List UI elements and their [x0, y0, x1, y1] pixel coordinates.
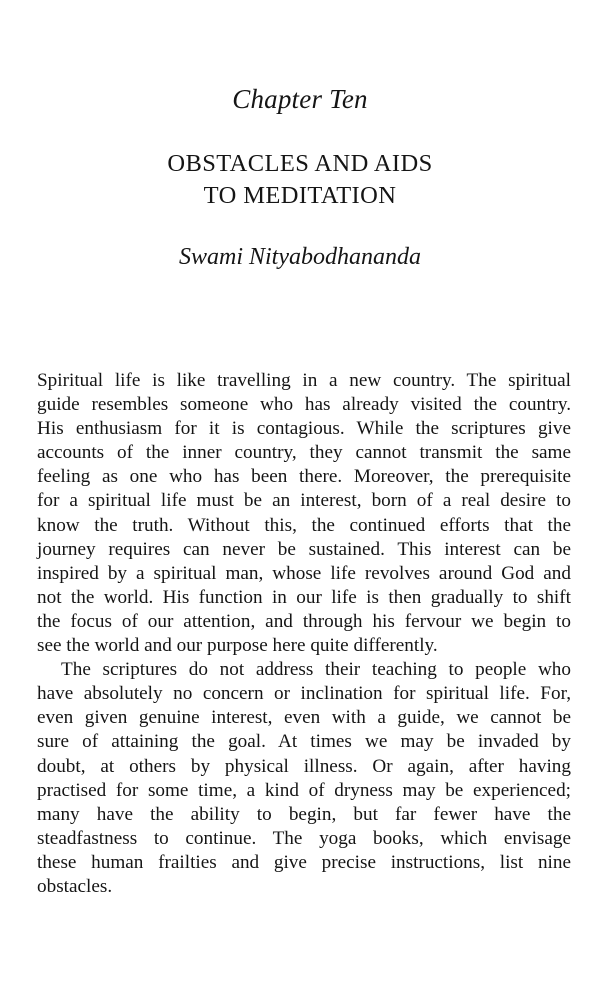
text-line: the focus of our attention, and through his fervour we begin to — [37, 610, 571, 632]
text-line: The scriptures do not address their teaching to people who — [61, 659, 571, 681]
chapter-title-line: OBSTACLES AND AIDS — [167, 150, 433, 177]
text-line: doubt, at others by physical illness. Or again, after having — [37, 755, 571, 777]
chapter-title-line: TO MEDITATION — [203, 182, 397, 209]
chapter-title — [0, 148, 600, 212]
author-name: Swami Nityabodhananda — [178, 244, 421, 270]
text-line: many have the ability to begin, but far fewer have the — [37, 803, 571, 825]
text-line: journey requires can never be sustained. This interest can be — [37, 538, 571, 560]
text-line: not the world. His function in our life is then gradually to shift — [37, 586, 571, 608]
paragraph — [37, 658, 571, 899]
chapter-label: Chapter Ten — [232, 84, 368, 114]
text-line: Spiritual life is like travelling in a new country. The spiritual — [37, 370, 571, 391]
paragraph — [37, 369, 571, 658]
text-line: have absolutely no concern or inclination for spiritual life. For, — [37, 683, 571, 705]
text-line: accounts of the inner country, they cannot transmit the same — [37, 442, 571, 464]
text-line: guide resembles someone who has already visited the country. — [37, 394, 571, 416]
text-line: practised for some time, a kind of dryness may be experienced; — [37, 779, 571, 801]
text-line: sure of attaining the goal. At times we may be invaded by — [37, 731, 571, 753]
text-line: see the world and our purpose here quite differently. — [37, 635, 438, 657]
text-line: inspired by a spiritual man, whose life revolves around God and — [37, 562, 571, 584]
text-line: feeling as one who has been there. Moreover, the prerequisite — [37, 466, 571, 488]
text-line: these human frailties and give precise instructions, list nine — [37, 851, 571, 873]
text-line: even given genuine interest, even with a guide, we cannot be — [37, 707, 571, 729]
text-line: His enthusiasm for it is contagious. While the scriptures give — [37, 418, 571, 440]
text-line: steadfastness to continue. The yoga books, which envisage — [37, 827, 571, 849]
text-line: for a spiritual life must be an interest, born of a real desire to — [37, 490, 571, 512]
body-text — [37, 369, 571, 899]
text-line: know the truth. Without this, the continued efforts that the — [37, 514, 571, 536]
text-line: obstacles. — [37, 875, 113, 897]
